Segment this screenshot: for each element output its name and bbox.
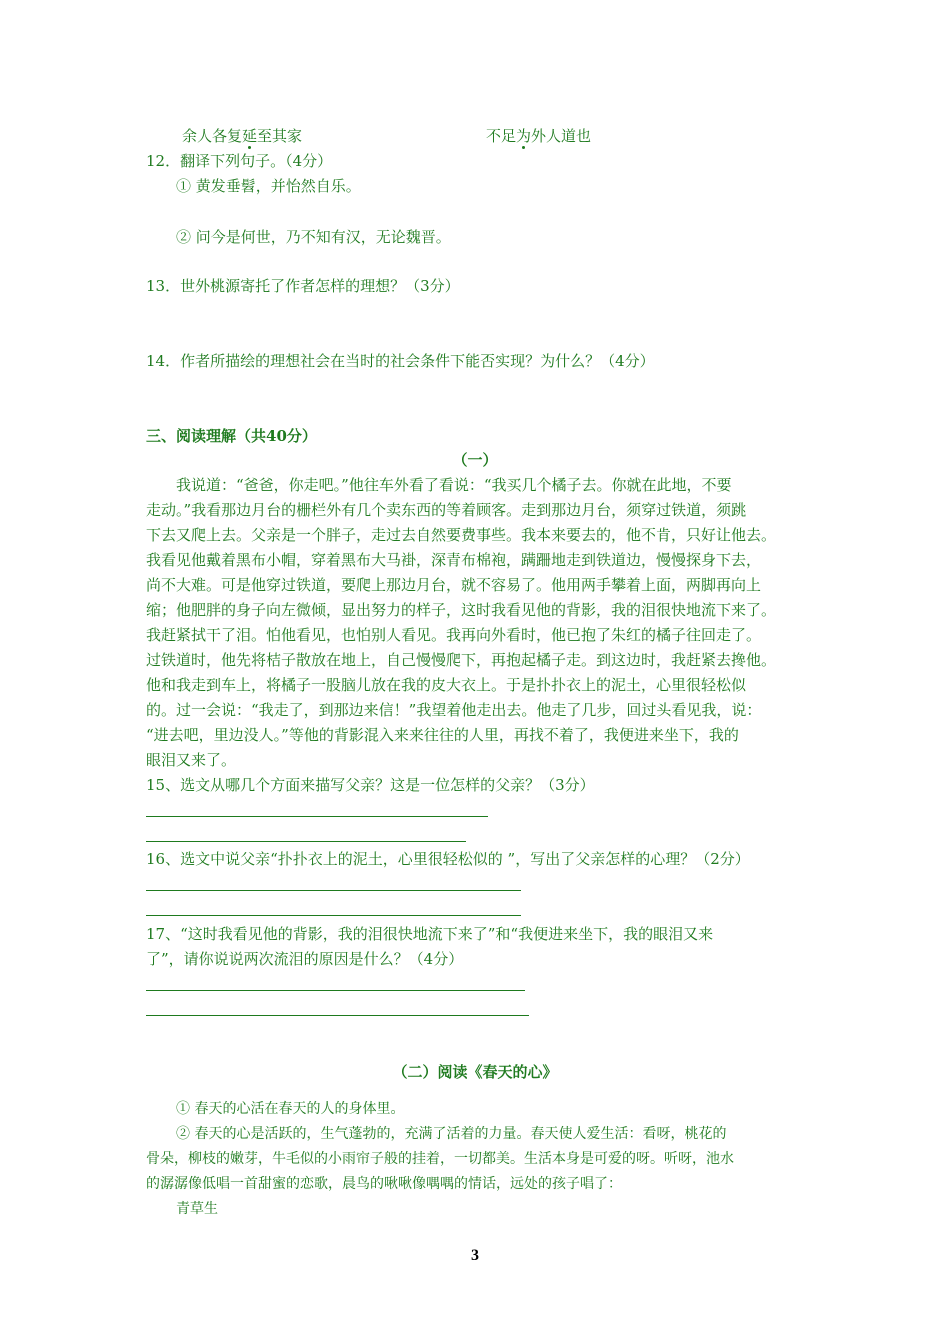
passage-1-line: 眼泪又来了。 <box>146 751 237 769</box>
passage-1-line: 我赶紧拭干了泪。怕他看见，也怕别人看见。我再向外看时，他已抱了朱红的橘子往回走了。 <box>146 626 762 644</box>
page-number: 3 <box>471 1247 479 1264</box>
header-right-part-a: 不足 <box>486 127 517 145</box>
passage-1-line: “进去吧，里边没人。”等他的背影混入来来往往的人里，再找不着了，我便进来坐下，我的 <box>146 726 739 744</box>
question-13-prompt: 13．世外桃源寄托了作者怎样的理想？（3分） <box>146 277 460 295</box>
answer-line[interactable] <box>146 890 521 891</box>
passage-1-line: 过铁道时，他先将桔子散放在地上，自己慢慢爬下，再抱起橘子走。到这边时，我赶紧去搀他。 <box>146 651 777 669</box>
part-1-title: （一） <box>452 451 498 469</box>
emphasized-character: 延 <box>242 127 258 145</box>
question-12-prompt: 12．翻译下列句子。（4分） <box>146 152 333 170</box>
passage-1-line: 走动。”我看那边月台的栅栏外有几个卖东西的等着顾客。走到那边月台，须穿过铁道，须跳 <box>146 501 747 519</box>
question-12-sentence-1: ① 黄发垂髫，并怡然自乐。 <box>176 177 361 195</box>
passage-2-line: 的潺潺像低唱一首甜蜜的恋歌，晨鸟的啾啾像喁喁的情话，远处的孩子唱了： <box>146 1176 622 1192</box>
part-2-title: （二）阅读《春天的心》 <box>392 1063 558 1081</box>
header-left-part-c: 至其家 <box>257 127 303 145</box>
question-17-prompt-line-1: 17、“这时我看见他的背影，我的泪很快地流下来了”和“我便进来坐下，我的眼泪又来 <box>146 925 714 943</box>
answer-line[interactable] <box>146 990 525 991</box>
answer-line[interactable] <box>146 915 521 916</box>
passage-2-line: ② 春天的心是活跃的，生气蓬勃的，充满了活着的力量。春天使人爱生活：看呀，桃花的 <box>176 1126 727 1142</box>
header-left-part-a: 余人各复 <box>182 127 243 145</box>
passage-1-line: 下去又爬上去。父亲是一个胖子，走过去自然要费事些。我本来要去的，他不肯，只好让他去。 <box>146 526 777 544</box>
passage-2-paragraph-3: 青草生 <box>176 1201 218 1217</box>
header-right-part-c: 外人道也 <box>531 127 592 145</box>
header-phrase-left <box>182 124 302 148</box>
answer-line[interactable] <box>146 1015 529 1016</box>
question-12-sentence-2: ② 问今是何世，乃不知有汉，无论魏晋。 <box>176 228 451 246</box>
question-15-prompt: 15、选文从哪几个方面来描写父亲？这是一位怎样的父亲？（3分） <box>146 776 595 794</box>
header-phrase-right <box>486 124 591 148</box>
emphasized-character: 为 <box>516 127 532 145</box>
passage-1-line: 缩；他肥胖的身子向左微倾，显出努力的样子，这时我看见他的背影，我的泪很快地流下来了。 <box>146 601 777 619</box>
passage-2-line: 骨朵，柳枝的嫩芽，牛毛似的小雨帘子般的挂着，一切都美。生活本身是可爱的呀。听呀，池水 <box>146 1151 734 1167</box>
passage-1-line: 他和我走到车上，将橘子一股脑儿放在我的皮大衣上。于是扑扑衣上的泥土，心里很轻松似 <box>146 676 747 694</box>
passage-1-line: 尚不大难。可是他穿过铁道，要爬上那边月台，就不容易了。他用两手攀着上面，两脚再向上 <box>146 576 762 594</box>
question-17-prompt-line-2: 了”，请你说说两次流泪的原因是什么？（4分） <box>146 950 464 968</box>
answer-line[interactable] <box>146 816 488 817</box>
answer-line[interactable] <box>146 841 466 842</box>
question-16-prompt: 16、选文中说父亲“扑扑衣上的泥土，心里很轻松似的 ”，写出了父亲怎样的心理？（2分） <box>146 850 750 868</box>
passage-1-line: 我说道：“爸爸，你走吧。”他往车外看了看说：“我买几个橘子去。你就在此地，不要 <box>176 476 732 494</box>
passage-1-line: 我看见他戴着黑布小帽，穿着黑布大马褂，深青布棉袍，蹒跚地走到铁道边，慢慢探身下去， <box>146 551 762 569</box>
passage-1-line: 的。过一会说：“我走了，到那边来信！”我望着他走出去。他走了几步，回过头看见我，说： <box>146 701 762 719</box>
passage-2-paragraph-1: ① 春天的心活在春天的人的身体里。 <box>176 1101 405 1117</box>
question-14-prompt: 14．作者所描绘的理想社会在当时的社会条件下能否实现？为什么？（4分） <box>146 352 655 370</box>
section-3-title: 三、阅读理解（共40分） <box>146 427 317 445</box>
